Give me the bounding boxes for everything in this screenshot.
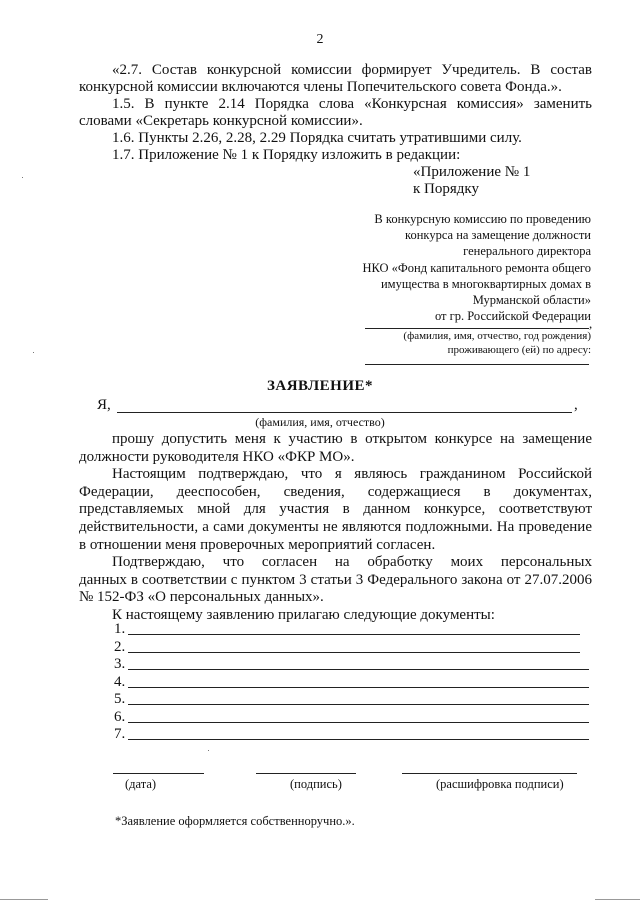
transcript-caption: (расшифровка подписи)	[436, 777, 564, 791]
scan-edge-mark	[595, 899, 640, 900]
document-field-line[interactable]	[128, 739, 589, 740]
document-field-line[interactable]	[128, 669, 589, 670]
paragraph-1-6: 1.6. Пункты 2.26, 2.28, 2.29 Порядка считать утратившими силу.	[112, 130, 522, 146]
request-line2: должности руководителя НКО «ФКР МО».	[79, 448, 355, 465]
confirm2-line3: № 152-ФЗ «О персональных данных».	[79, 589, 324, 606]
confirm1-line4: действительности, а сами документы не являются подложными. На проведение	[79, 518, 592, 535]
confirm1-line2: Федерации, дееспособен, сведения, содержащиеся в документах,	[79, 483, 592, 500]
paragraph-2-7-line1: «2.7. Состав конкурсной комиссии формирует Учредитель. В состав	[112, 62, 592, 78]
confirm1-line3: представляемых мной для участия в данном конкурсе, соответствуют	[79, 501, 592, 518]
address-block	[300, 211, 591, 324]
scan-edge-mark	[0, 899, 48, 900]
document-number: 7.	[114, 726, 126, 742]
document-number: 1.	[114, 621, 126, 637]
document-number: 2.	[114, 639, 126, 655]
confirm2-line2: данных в соответствии с пунктом 3 статьи 3 Федерального закона от 27.07.2006	[79, 571, 592, 588]
date-caption: (дата)	[125, 777, 157, 791]
document-number: 6.	[114, 709, 126, 725]
amendment-paragraphs	[79, 62, 592, 164]
paragraph-1-5-line2: словами «Секретарь конкурсной комиссии».	[79, 113, 363, 129]
address-line: конкурса на замещение должности	[405, 228, 591, 243]
appendix-label-line2: к Порядку	[413, 181, 479, 197]
footnote: *Заявление оформляется собственноручно.».	[115, 814, 355, 828]
paragraph-1-7: 1.7. Приложение № 1 к Порядку изложить в редакции:	[112, 147, 461, 163]
address-line: имущества в многоквартирных домах в	[380, 276, 591, 291]
page-number: 2	[316, 32, 324, 47]
request-line1: прошу допустить меня к участию в открытом конкурсе на замещение	[112, 431, 592, 447]
fio-caption: (фамилия, имя, отчество)	[255, 415, 385, 429]
attachments-intro: К настоящему заявлению прилагаю следующие документы:	[112, 606, 495, 623]
address-line: от гр. Российской Федерации	[434, 309, 591, 324]
appendix-label-line1: «Приложение № 1	[413, 164, 531, 180]
address-line: Мурманской области»	[472, 293, 591, 308]
document-number: 4.	[114, 674, 126, 690]
address-line: генерального директора	[463, 244, 591, 259]
applicant-name-field-line[interactable]	[365, 328, 589, 329]
document-field-line[interactable]	[128, 722, 589, 723]
document-field-line[interactable]	[128, 704, 589, 705]
fio-comma: ,	[574, 397, 578, 413]
scan-speck	[22, 177, 23, 178]
address-line: В конкурсную комиссию по проведению	[374, 212, 591, 226]
document-field-line[interactable]	[128, 634, 580, 635]
document-field-line[interactable]	[128, 687, 589, 688]
confirm2-line1: Подтверждаю, что согласен на обработку моих персональных	[112, 554, 592, 571]
signature-field-line[interactable]	[256, 773, 356, 774]
statement-title: ЗАЯВЛЕНИЕ*	[266, 378, 374, 394]
applicant-name-comma: ,	[589, 316, 593, 331]
applicant-name-caption: (фамилия, имя, отчество, год рождения)	[403, 330, 591, 342]
paragraph-1-5-line1: 1.5. В пункте 2.14 Порядка слова «Конкурсная комиссия» заменить	[112, 96, 592, 112]
signature-transcript-field-line[interactable]	[402, 773, 577, 774]
confirm1-line5: в отношении меня проверочных мероприятий согласен.	[79, 536, 436, 553]
statement-body	[79, 431, 592, 625]
paragraph-2-7-line2: конкурсной комиссии включаются члены Попечительского совета Фонда.».	[79, 79, 562, 95]
scan-speck	[33, 352, 34, 353]
signature-caption: (подпись)	[290, 777, 342, 791]
address-line: НКО «Фонд капитального ремонта общего	[362, 260, 591, 275]
document-field-line[interactable]	[128, 652, 580, 653]
scan-speck	[208, 750, 209, 751]
residence-caption: проживающего (ей) по адресу:	[447, 344, 591, 356]
document-number: 3.	[114, 656, 126, 672]
document-number: 5.	[114, 691, 126, 707]
i-label: Я,	[97, 397, 111, 413]
confirm1-line1: Настоящим подтверждаю, что я являюсь гражданином Российской	[112, 466, 592, 483]
fio-field-line[interactable]	[117, 412, 572, 413]
residence-address-field-line[interactable]	[365, 364, 589, 365]
date-field-line[interactable]	[113, 773, 204, 774]
